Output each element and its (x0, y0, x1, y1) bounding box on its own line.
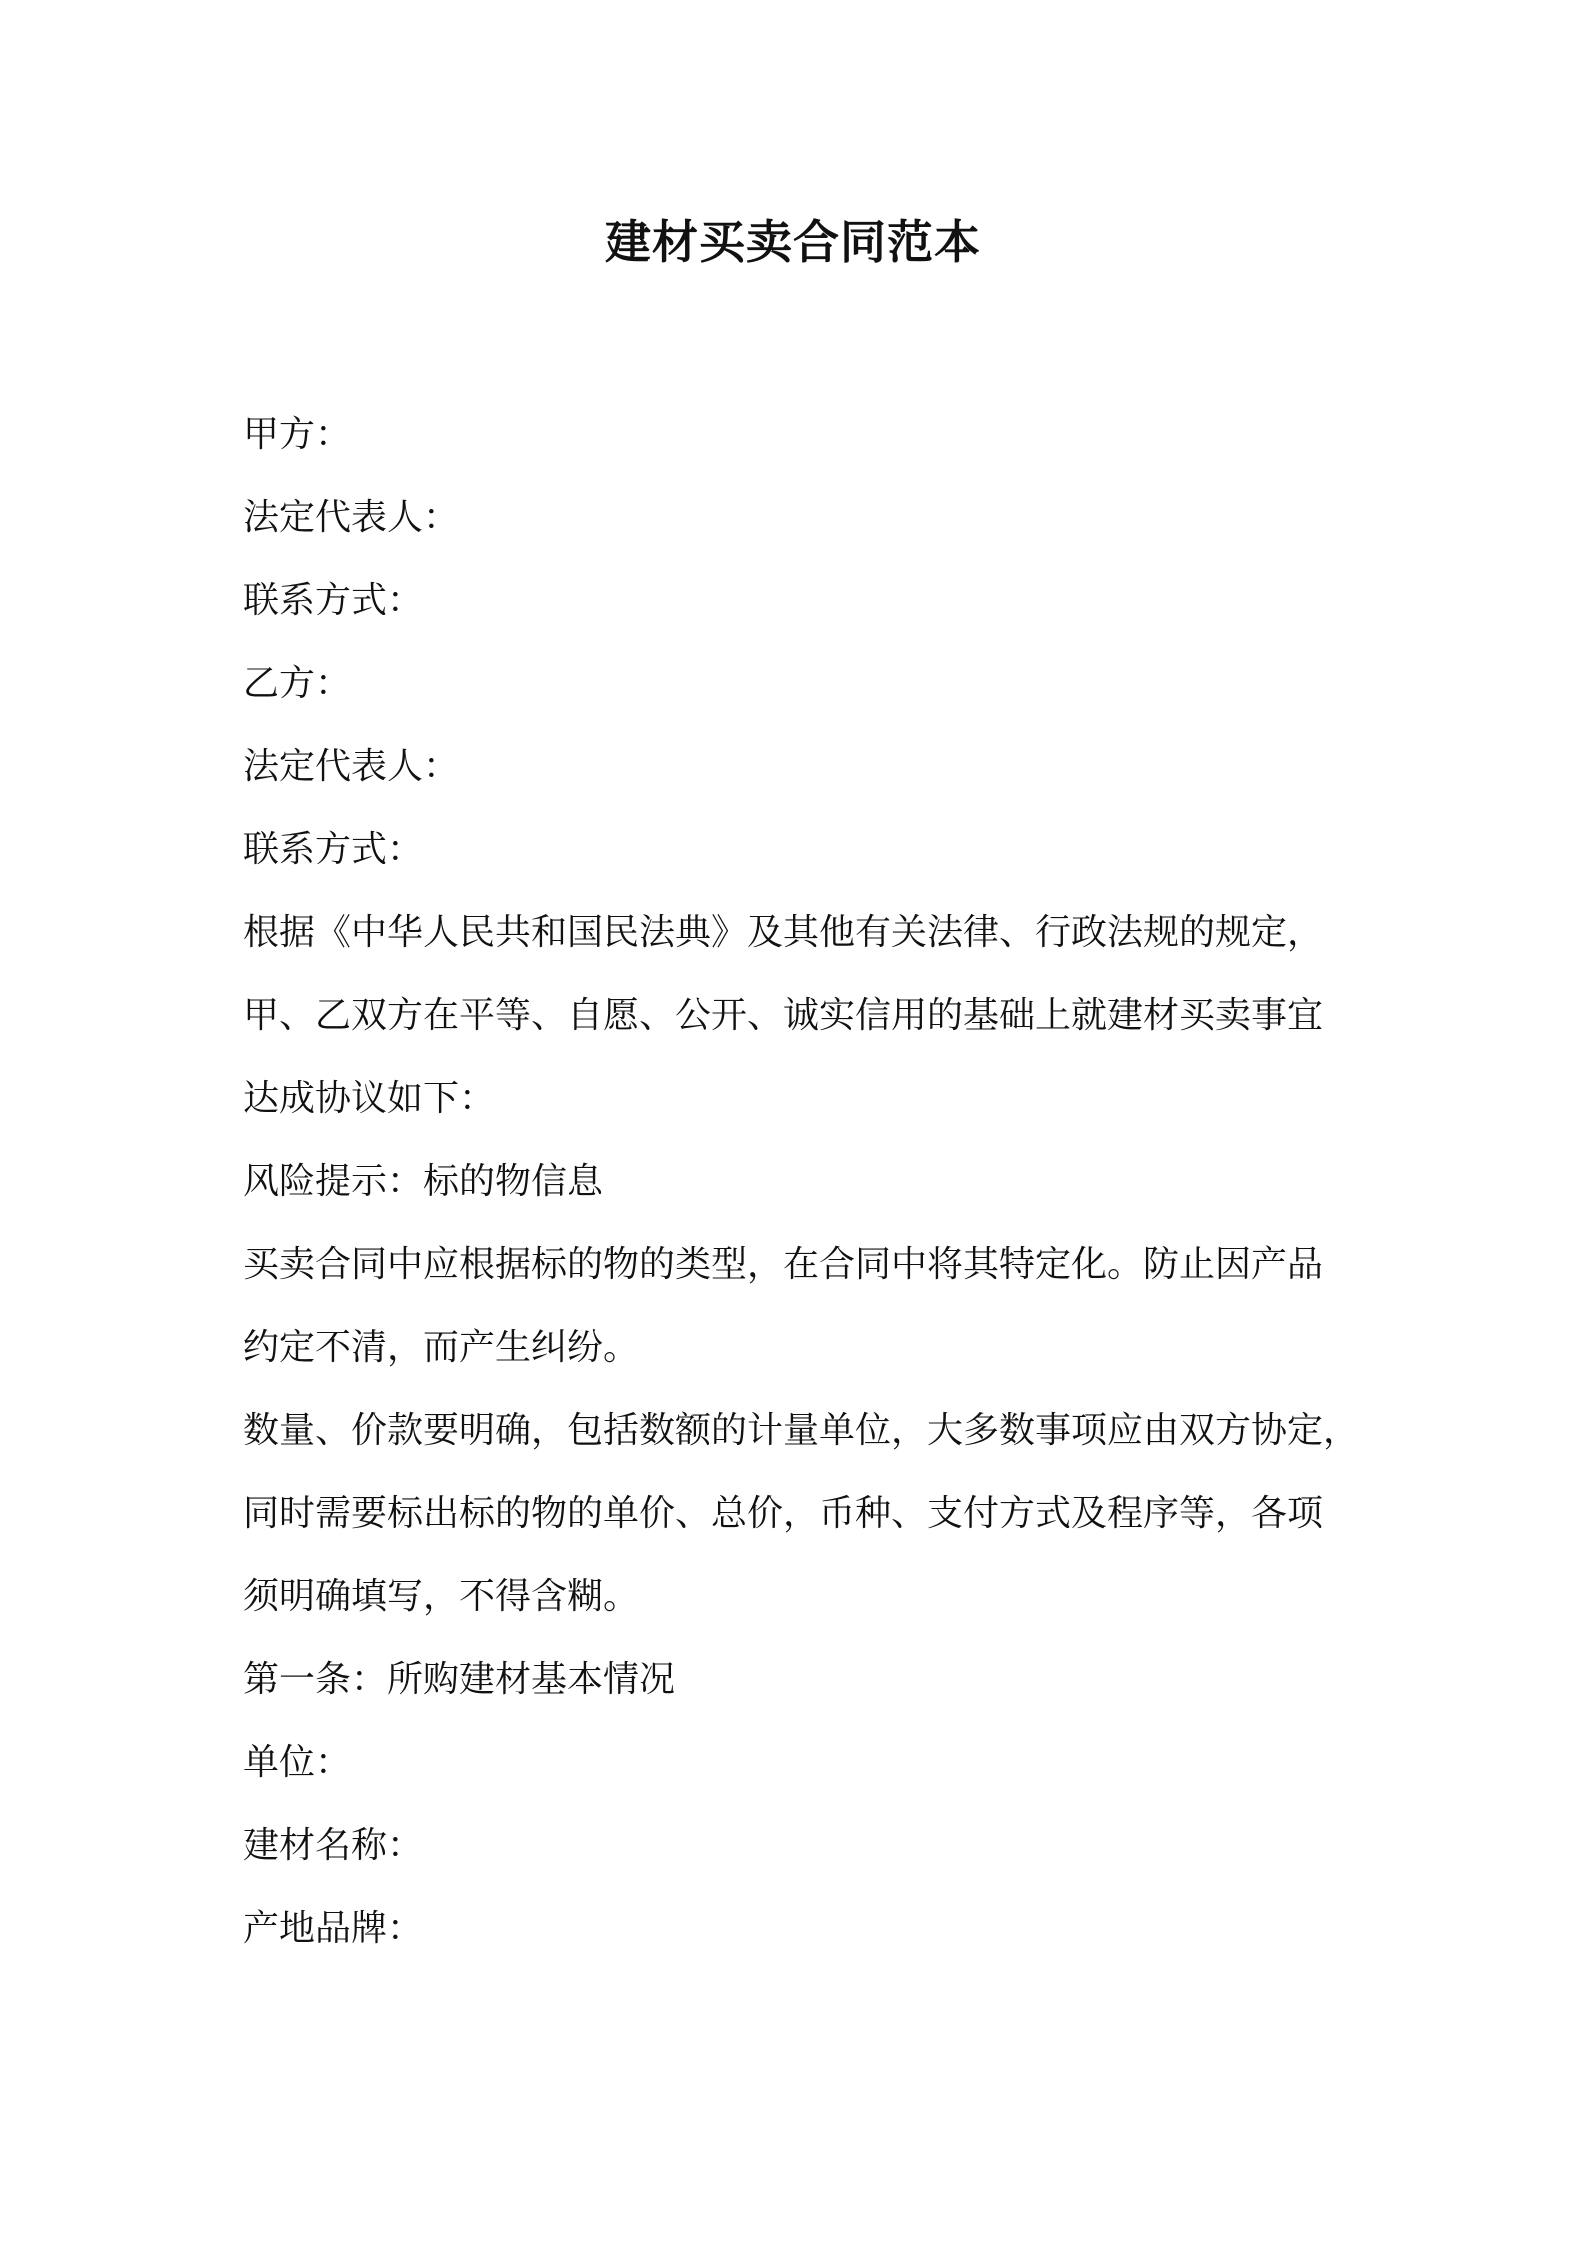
preamble-line-2: 甲、乙双方在平等、自愿、公开、诚实信用的基础上就建材买卖事宜 (243, 995, 1324, 1036)
document-body (243, 405, 1361, 1982)
preamble-line-3: 达成协议如下： (243, 1078, 496, 1119)
document-title: 建材买卖合同范本 (605, 215, 981, 269)
party-b-contact-label: 联系方式： (243, 829, 424, 870)
origin-brand-label: 产地品牌： (243, 1908, 424, 1949)
article-one-heading: 第一条：所购建材基本情况 (243, 1659, 676, 1700)
unit-label: 单位： (243, 1742, 352, 1783)
risk-tip-heading: 风险提示：标的物信息 (243, 1161, 604, 1202)
quantity-price-line-2: 同时需要标出标的物的单价、总价，币种、支付方式及程序等，各项 (243, 1493, 1324, 1534)
material-name-label: 建材名称： (243, 1825, 424, 1866)
party-b-representative-label: 法定代表人： (243, 746, 460, 787)
preamble-line-1: 根据《中华人民共和国民法典》及其他有关法律、行政法规的规定， (243, 912, 1324, 953)
party-a-representative-label: 法定代表人： (243, 497, 460, 538)
quantity-price-line-1: 数量、价款要明确，包括数额的计量单位，大多数事项应由双方协定， (243, 1410, 1360, 1451)
risk-tip-line-1: 买卖合同中应根据标的物的类型，在合同中将其特定化。防止因产品 (243, 1244, 1324, 1285)
party-b-label: 乙方： (243, 663, 352, 704)
quantity-price-line-3: 须明确填写，不得含糊。 (243, 1576, 640, 1617)
party-a-contact-label: 联系方式： (243, 580, 424, 621)
risk-tip-line-2: 约定不清，而产生纠纷。 (243, 1327, 640, 1368)
party-a-label: 甲方： (243, 414, 352, 455)
